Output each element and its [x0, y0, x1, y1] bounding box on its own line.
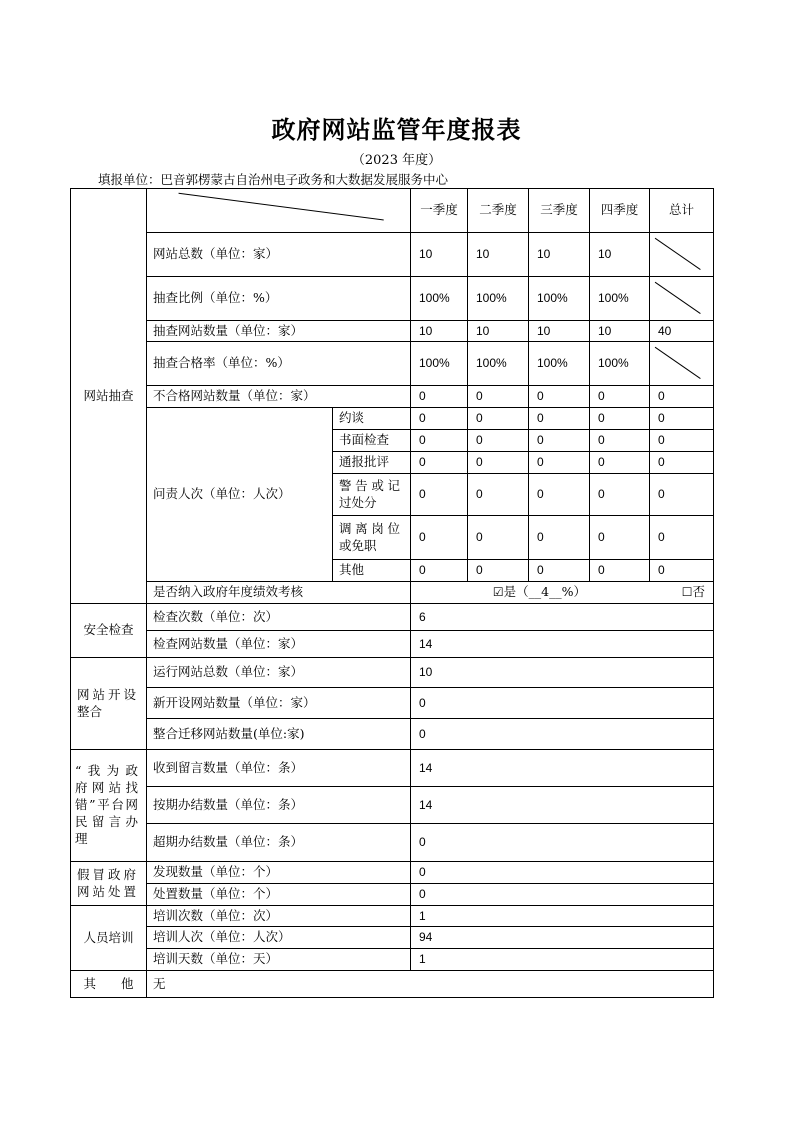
header-q4: 四季度 [590, 189, 650, 233]
row-value: 14 [411, 787, 714, 824]
row-label: 整合迁移网站数量(单位:家) [147, 719, 411, 750]
q2-value: 0 [468, 516, 529, 560]
row-label: 培训人次（单位：人次） [147, 927, 411, 949]
q1-value: 10 [411, 321, 468, 342]
diagonal-line [650, 277, 713, 320]
q4-value: 100% [590, 342, 650, 386]
q4-value: 0 [590, 386, 650, 408]
q3-value: 0 [529, 408, 590, 430]
category-line: 假冒政府 [77, 866, 136, 882]
q1-value: 100% [411, 342, 468, 386]
table-row [71, 906, 714, 927]
assessment-label: 是否纳入政府年度绩效考核 [147, 582, 411, 604]
q3-value: 100% [529, 277, 590, 321]
category-line: 府网站找 [75, 780, 138, 796]
assessment-no-option[interactable] [590, 584, 705, 601]
row-label: 新开设网站数量（单位：家） [147, 688, 411, 719]
q1-value: 100% [411, 277, 468, 321]
table-row [71, 342, 714, 386]
q4-value: 0 [590, 408, 650, 430]
table-row [71, 321, 714, 342]
category-setup [71, 658, 147, 750]
q2-value: 100% [468, 277, 529, 321]
report-title: 政府网站监管年度报表 [271, 115, 522, 144]
diagonal-line [650, 342, 713, 385]
row-label: 抽查网站数量（单位：家） [147, 321, 411, 342]
header-diagonal-cell [147, 189, 411, 233]
row-value: 0 [411, 719, 714, 750]
table-row [71, 277, 714, 321]
header-q1: 一季度 [411, 189, 468, 233]
category-security: 安全检查 [71, 604, 147, 658]
sub-label-line: 调离岗位 [339, 520, 400, 536]
q3-value: 0 [529, 386, 590, 408]
q2-value: 0 [468, 408, 529, 430]
category-platform [71, 750, 147, 862]
row-label: 检查网站数量（单位：家） [147, 631, 411, 658]
q2-value: 100% [468, 342, 529, 386]
row-value: 0 [411, 688, 714, 719]
diagonal-line [650, 233, 713, 276]
table-row [71, 884, 714, 906]
q2-value: 10 [468, 233, 529, 277]
row-value: 0 [411, 824, 714, 862]
row-value: 0 [411, 884, 714, 906]
category-line: 网站开设 [77, 686, 136, 702]
row-label: 培训次数（单位：次） [147, 906, 411, 927]
total-diagonal-cell [650, 233, 714, 277]
checked-checkbox-icon[interactable]: ☑ [492, 585, 504, 600]
q4-value: 0 [590, 474, 650, 516]
row-value: 14 [411, 750, 714, 787]
q4-value: 0 [590, 516, 650, 560]
q4-value: 10 [590, 233, 650, 277]
category-line: “我为政 [75, 763, 138, 779]
row-value: 14 [411, 631, 714, 658]
q1-value: 0 [411, 560, 468, 582]
table-row [71, 927, 714, 949]
row-value: 1 [411, 949, 714, 971]
row-value: 10 [411, 658, 714, 688]
category-fake [71, 862, 147, 906]
report-year: （2023 年度） [351, 153, 442, 168]
q3-value: 0 [529, 560, 590, 582]
row-label: 网站总数（单位：家） [147, 233, 411, 277]
total-value: 0 [650, 386, 714, 408]
table-row [71, 949, 714, 971]
q3-value: 10 [529, 233, 590, 277]
table-row [71, 824, 714, 862]
category-line: 整合 [77, 703, 103, 719]
row-value: 1 [411, 906, 714, 927]
table-row [71, 582, 714, 604]
q2-value: 0 [468, 560, 529, 582]
report-table [70, 188, 714, 998]
category-line: 民留言办 [75, 813, 138, 829]
q4-value: 0 [590, 452, 650, 474]
table-row [71, 971, 714, 998]
total-value: 0 [650, 560, 714, 582]
total-value: 0 [650, 474, 714, 516]
q3-value: 0 [529, 474, 590, 516]
row-label: 按期办结数量（单位：条） [147, 787, 411, 824]
assessment-yes-text: 是（__4__%） [503, 584, 586, 600]
q1-value: 0 [411, 516, 468, 560]
header-q3: 三季度 [529, 189, 590, 233]
category-spot-check: 网站抽查 [71, 189, 147, 604]
table-row [71, 386, 714, 408]
q1-value: 10 [411, 233, 468, 277]
sub-label [333, 516, 411, 560]
header-total: 总计 [650, 189, 714, 233]
sub-label-line: 或免职 [339, 537, 377, 553]
q1-value: 0 [411, 430, 468, 452]
sub-label: 书面检查 [333, 430, 411, 452]
empty-checkbox-icon[interactable]: ☐ [681, 585, 693, 600]
sub-label: 其他 [333, 560, 411, 582]
q3-value: 100% [529, 342, 590, 386]
q4-value: 0 [590, 430, 650, 452]
q1-value: 0 [411, 474, 468, 516]
assessment-no-text: 否 [692, 584, 705, 600]
category-line: 理 [75, 830, 88, 846]
table-row [71, 233, 714, 277]
total-value: 0 [650, 452, 714, 474]
total-value: 0 [650, 430, 714, 452]
q2-value: 0 [468, 474, 529, 516]
q3-value: 10 [529, 321, 590, 342]
total-diagonal-cell [650, 277, 714, 321]
q3-value: 0 [529, 516, 590, 560]
category-line: 错”平台网 [75, 797, 138, 813]
table-row [71, 408, 714, 430]
sub-label-line: 过处分 [339, 494, 377, 510]
accountability-label: 问责人次（单位：人次） [147, 408, 333, 582]
total-diagonal-cell [650, 342, 714, 386]
table-row [71, 787, 714, 824]
q2-value: 0 [468, 386, 529, 408]
row-label: 运行网站总数（单位：家） [147, 658, 411, 688]
total-value: 40 [650, 321, 714, 342]
q3-value: 0 [529, 430, 590, 452]
table-row [71, 688, 714, 719]
fill-unit: 填报单位：巴音郭楞蒙古自治州电子政务和大数据发展服务中心 [98, 172, 449, 187]
assessment-yes-option[interactable] [411, 584, 586, 601]
table-row [71, 631, 714, 658]
category-training: 人员培训 [71, 906, 147, 971]
row-value: 94 [411, 927, 714, 949]
category-other: 其 他 [71, 971, 147, 998]
q3-value: 0 [529, 452, 590, 474]
sub-label [333, 474, 411, 516]
q1-value: 0 [411, 386, 468, 408]
total-value: 0 [650, 516, 714, 560]
q4-value: 0 [590, 560, 650, 582]
row-label: 处置数量（单位：个） [147, 884, 411, 906]
q4-value: 100% [590, 277, 650, 321]
sub-label-line: 警告或记 [339, 477, 400, 493]
assessment-options [411, 582, 714, 604]
table-row [71, 719, 714, 750]
header-q2: 二季度 [468, 189, 529, 233]
q2-value: 0 [468, 430, 529, 452]
row-value: 0 [411, 862, 714, 884]
row-label: 抽查合格率（单位：%） [147, 342, 411, 386]
other-value: 无 [147, 971, 714, 998]
header-row [71, 189, 714, 233]
q1-value: 0 [411, 408, 468, 430]
q1-value: 0 [411, 452, 468, 474]
sub-label: 通报批评 [333, 452, 411, 474]
q4-value: 10 [590, 321, 650, 342]
sub-label: 约谈 [333, 408, 411, 430]
table-row [71, 862, 714, 884]
category-line: 网站处置 [77, 883, 136, 899]
q2-value: 10 [468, 321, 529, 342]
row-label: 抽查比例（单位：%） [147, 277, 411, 321]
row-label: 发现数量（单位：个） [147, 862, 411, 884]
row-label: 超期办结数量（单位：条） [147, 824, 411, 862]
table-row [71, 658, 714, 688]
row-label: 检查次数（单位：次） [147, 604, 411, 631]
row-label: 收到留言数量（单位：条） [147, 750, 411, 787]
total-value: 0 [650, 408, 714, 430]
diagonal-line [147, 189, 410, 232]
row-value: 6 [411, 604, 714, 631]
row-label: 培训天数（单位：天） [147, 949, 411, 971]
row-label: 不合格网站数量（单位：家） [147, 386, 411, 408]
q2-value: 0 [468, 452, 529, 474]
table-row [71, 604, 714, 631]
table-row [71, 750, 714, 787]
